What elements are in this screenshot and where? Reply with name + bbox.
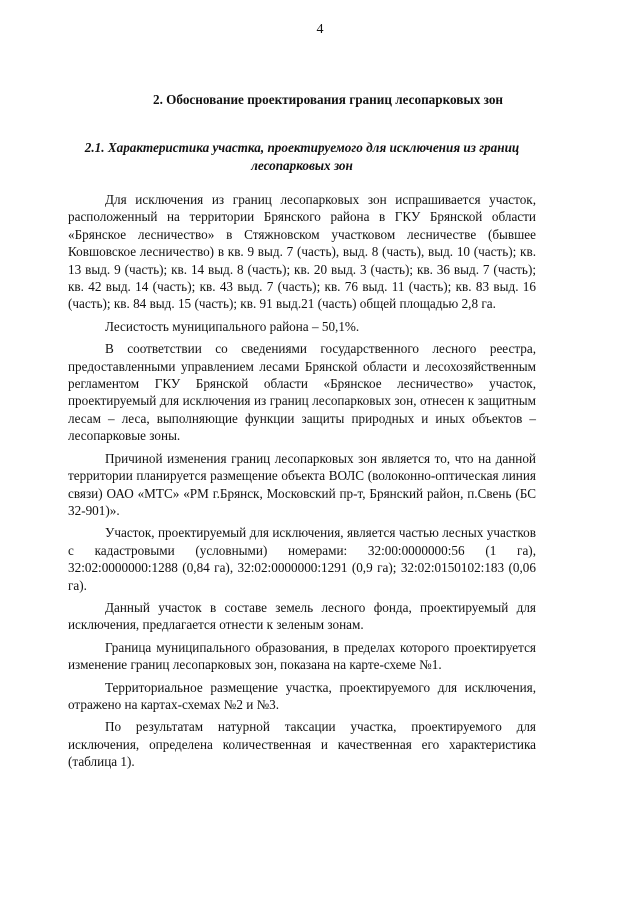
paragraph-green-zones: Данный участок в составе земель лесного фонда, проектируемый для исключения, предлагается отнести к зеленым зонам. (68, 599, 536, 633)
paragraph-municipal-boundary: Граница муниципального образования, в пределах которого проектируется изменение границ лесопарковых зон, показана на карте-схеме №1. (68, 639, 536, 673)
paragraph-territorial-placement: Территориальное размещение участка, проектируемого для исключения, отражено на картах-схемах №2 и №3. (68, 679, 536, 712)
page-number: 4 (316, 22, 324, 37)
section-heading: 2. Обоснование проектирования границ лесопарковых зон (152, 92, 504, 107)
paragraph-reason: Причиной изменения границ лесопарковых зон является то, что на данной территории планируется размещение объекта ВОЛС (волоконно-оптическая линия связи) ОАО «МТС» «РМ г.Брянск, Московский пр-т, Брянский район, п.Свень (БС 32-901)». (68, 450, 536, 518)
paragraph-forest-cover: Лесистость муниципального района – 50,1%. (105, 318, 360, 334)
paragraph-plot-description: Для исключения из границ лесопарковых зон испрашивается участок, расположенный на территории Брянского района в ГКУ Брянской области «Брянское лесничество» в Стяжновском участковом лесничестве (бывшее Ковшовское лесничество) в кв. 9 выд. 7 (часть), выд. 8 (часть), выд. 10 (часть); кв. 13 выд. 9 (часть); кв. 14 выд. 8 (часть); кв. 20 выд. 3 (часть); кв. 36 выд. 7 (часть); кв. 42 выд. 14 (часть); кв. 43 выд. 7 (часть); кв. 76 выд. 11 (часть); кв. 83 выд. 16 (часть); кв. 84 выд. 15 (часть); кв. 91 выд.21 (часть) общей площадью 2,8 га. (68, 192, 536, 312)
paragraph-cadastral-numbers: Участок, проектируемый для исключения, является частью лесных участков с кадастровыми (условными) номерами: 32:00:0000000:56 (1 га), 32:02:0000000:1288 (0,84 га), 32:02:0000000:1291 (0,9 га); 32:02:0150102:183 (0,06 га). (68, 525, 536, 593)
paragraph-forest-registry: В соответствии со сведениями государственного лесного реестра, предоставленными управлением лесами Брянской области и лесохозяйственным регламентом ГКУ Брянской области «Брянское лесничество» участок, проектируемый для исключения из границ лесопарковых зон, отнесен к защитным лесам – леса, выполняющие функции защиты природных и иных объектов – лесопарковые зоны. (68, 341, 536, 444)
subsection-heading: 2.1. Характеристика участка, проектируемого для исключения из границ лесопарковых зон (84, 140, 520, 173)
paragraph-taxation-results: По результатам натурной таксации участка, проектируемого для исключения, определена количественная и качественная его характеристика (таблица 1). (68, 719, 536, 770)
body-text (68, 191, 536, 776)
